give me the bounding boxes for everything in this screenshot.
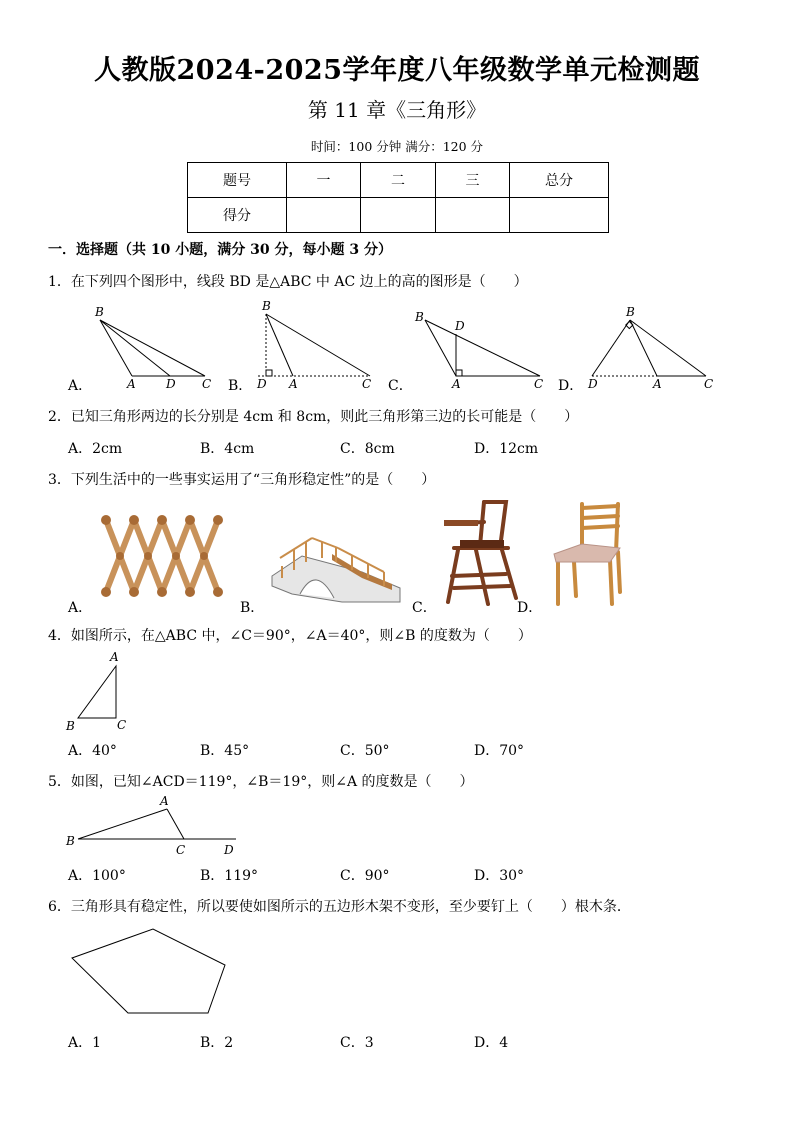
q1c-label: C [534,377,544,391]
q1a-label: C [202,377,212,391]
q1-option-c[interactable]: C． [388,378,413,394]
q1d-label: C [704,377,714,391]
score-input-cell[interactable] [361,198,436,233]
q4-label: B [66,719,75,733]
q1c-label: D [455,319,465,333]
q5-label: B [66,834,75,848]
score-input-cell[interactable] [510,198,609,233]
q3-option-a[interactable]: A． [68,600,93,616]
q6-option-b[interactable]: B．2 [200,1035,234,1051]
score-input-cell[interactable] [287,198,361,233]
score-input-cell[interactable] [436,198,510,233]
q4-option-c[interactable]: C．50° [340,743,390,759]
wooden-chair-icon [552,500,624,608]
score-cell: 三 [436,163,510,198]
q4-option-b[interactable]: B．45° [200,743,250,759]
q5-label: A [160,794,169,808]
q1c-label: A [452,377,461,391]
q3-option-b[interactable]: B． [240,600,265,616]
time-score-info: 时间：100 分钟 满分：120 分 [310,139,484,154]
q1d-label: B [626,305,635,319]
q1b-label: D [257,377,267,391]
q5-option-c[interactable]: C．90° [340,868,390,884]
q5-label: C [176,843,186,857]
q4-figure [0,648,200,738]
score-cell: 题号 [188,163,287,198]
question-5-stem: 5．如图，已知∠ACD＝119°，∠B＝19°，则∠A 的度数是（ ） [48,774,474,790]
score-cell: 总分 [510,163,609,198]
chapter-subtitle: 第 11 章《三角形》 [307,98,487,122]
question-4-stem: 4．如图所示，在△ABC 中，∠C＝90°，∠A＝40°，则∠B 的度数为（ ） [48,628,532,644]
q5-label: D [224,843,234,857]
q1b-label: A [289,377,298,391]
q6-option-a[interactable]: A．1 [68,1035,102,1051]
q5-option-d[interactable]: D．30° [474,868,525,884]
q5-figure [0,792,260,862]
q6-option-d[interactable]: D．4 [474,1035,509,1051]
q6-pentagon-figure [0,920,260,1020]
wooden-expandable-rack-icon [98,508,240,608]
q5-option-a[interactable]: A．100° [68,868,126,884]
q2-option-a[interactable]: A．2cm [68,441,123,457]
page-title: 人教版2024-2025学年度八年级数学单元检测题 [94,55,700,86]
q1c-label: B [415,310,424,324]
q1b-label: C [362,377,372,391]
q1b-label: B [262,299,271,313]
wooden-high-chair-icon [440,498,520,608]
q4-label: C [117,718,127,732]
q1-figure-b [258,314,370,376]
question-1-stem: 1．在下列四个图形中，线段 BD 是△ABC 中 AC 边上的高的图形是（ ） [48,274,528,290]
q3-option-d[interactable]: D． [517,600,543,616]
q1d-label: A [653,377,662,391]
q1-figure-d [592,320,706,376]
score-cell: 得分 [188,198,287,233]
arched-bridge-icon [272,528,404,608]
section-heading: 一．选择题（共 10 小题，满分 30 分，每小题 3 分） [48,242,392,258]
q1-figure-a [100,320,205,376]
q4-label: A [110,650,119,664]
q2-option-c[interactable]: C．8cm [340,441,395,457]
q6-option-c[interactable]: C．3 [340,1035,374,1051]
score-cell: 二 [361,163,436,198]
q1-option-a[interactable]: A． [68,378,93,394]
score-table [187,162,609,233]
question-3-stem: 3．下列生活中的一些事实运用了“三角形稳定性”的是（ ） [48,472,436,488]
q1d-label: D [588,377,598,391]
score-table-header-row [188,163,609,198]
q1a-label: A [127,377,136,391]
score-cell: 一 [287,163,361,198]
q1a-label: D [166,377,176,391]
question-2-stem: 2．已知三角形两边的长分别是 4cm 和 8cm，则此三角形第三边的长可能是（ ） [48,409,579,425]
q1-figure-c [425,320,540,376]
q2-option-b[interactable]: B．4cm [200,441,255,457]
q1a-label: B [95,305,104,319]
question-6-stem: 6．三角形具有稳定性，所以要使如图所示的五边形木架不变形，至少要钉上（ ）根木条． [48,899,631,915]
q1-option-d[interactable]: D． [558,378,584,394]
q2-option-d[interactable]: D．12cm [474,441,539,457]
q4-option-d[interactable]: D．70° [474,743,525,759]
q1-option-b[interactable]: B． [228,378,253,394]
q3-option-c[interactable]: C． [412,600,437,616]
q5-option-b[interactable]: B．119° [200,868,259,884]
q4-option-a[interactable]: A．40° [68,743,117,759]
score-table-score-row [188,198,609,233]
